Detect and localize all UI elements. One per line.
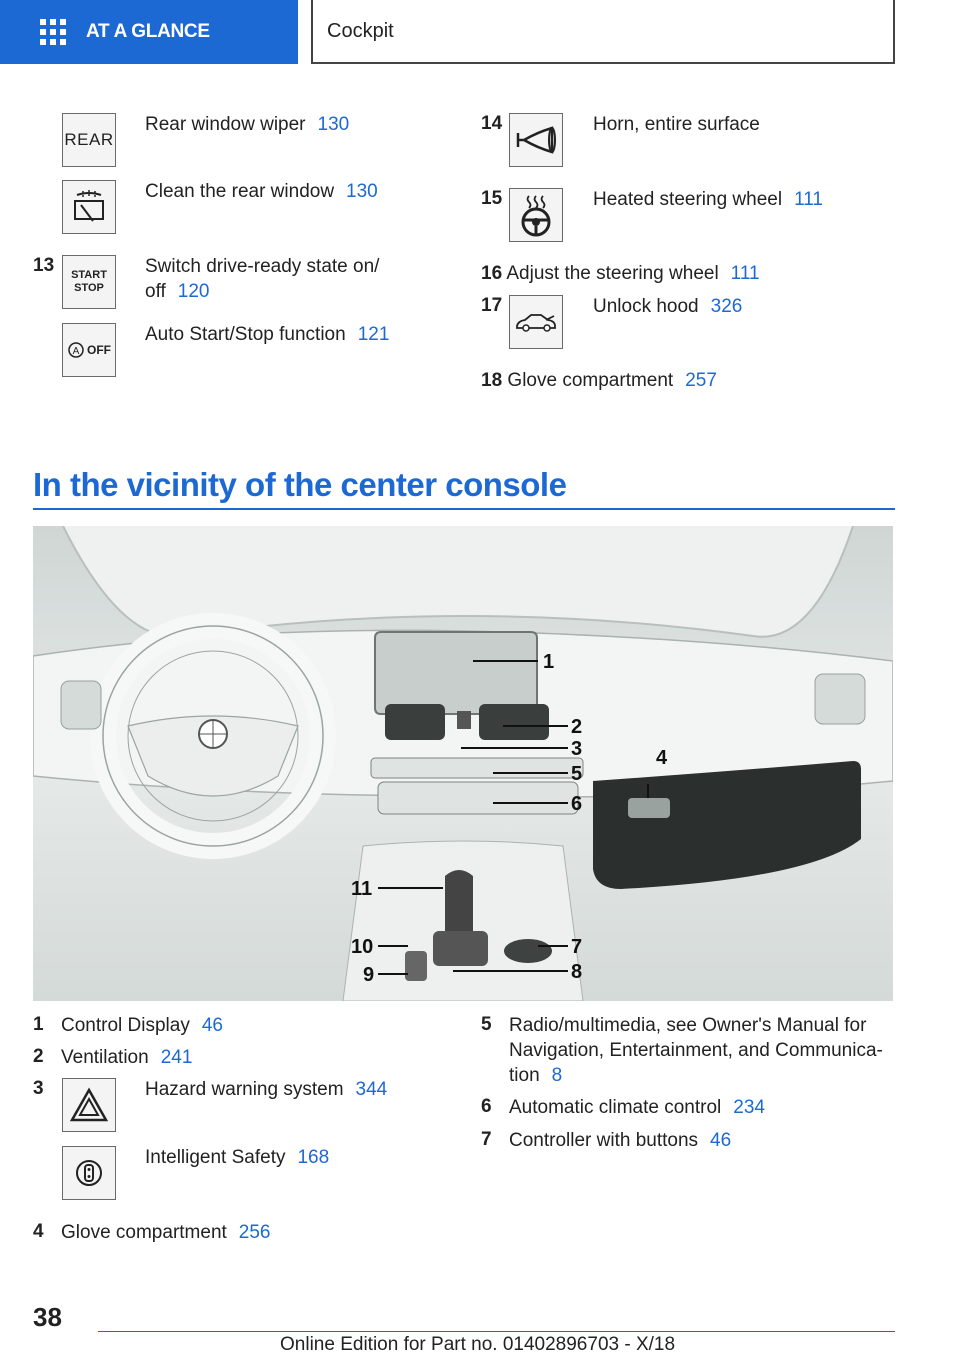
footer-edition-text: Online Edition for Part no. 01402896703 - X/18: [280, 1334, 676, 1355]
page-link[interactable]: 111: [730, 263, 760, 284]
start-stop-icon: START STOP: [62, 255, 116, 309]
list-item: Controller with buttons 46: [509, 1130, 732, 1151]
callout-8: 8: [571, 961, 583, 983]
item-number: 2: [33, 1046, 44, 1067]
list-item: Ventilation 241: [61, 1047, 193, 1068]
list-item: Control Display 46: [61, 1015, 223, 1036]
page-link[interactable]: 121: [357, 324, 390, 345]
callout-1: 1: [543, 651, 555, 673]
callout-7: 7: [571, 936, 583, 958]
list-item: 18 Glove compartment 257: [481, 370, 717, 391]
item-number: 15: [481, 188, 503, 209]
section-title: In the vicinity of the center console: [33, 466, 567, 503]
item-number: 1: [33, 1014, 44, 1035]
callout-3: 3: [571, 738, 583, 760]
page-link[interactable]: 8: [551, 1065, 563, 1086]
horn-icon: [509, 113, 563, 167]
page-link[interactable]: 130: [346, 181, 378, 202]
hood-car-icon: [509, 295, 563, 349]
hazard-triangle-icon: [62, 1078, 116, 1132]
header-section-label: Cockpit: [327, 19, 394, 42]
intelligent-safety-icon: [62, 1146, 116, 1200]
header-tab[interactable]: [0, 0, 298, 64]
dashboard-illustration: [33, 526, 893, 1001]
page-link[interactable]: 111: [794, 189, 823, 210]
page-link[interactable]: 130: [317, 114, 350, 135]
item-number: 13: [33, 255, 55, 276]
list-item: Switch drive-ready state on/ off 120: [145, 256, 380, 302]
header-section: [311, 0, 895, 64]
callout-5: 5: [571, 763, 583, 785]
callout-6: 6: [571, 793, 583, 815]
page-link[interactable]: 256: [238, 1222, 271, 1243]
page-link[interactable]: 234: [733, 1097, 765, 1118]
callout-11: 11: [351, 878, 373, 900]
page-link[interactable]: 46: [201, 1015, 223, 1036]
grid-menu-icon: [40, 19, 66, 45]
list-item: Heated steering wheel 111: [593, 189, 823, 210]
list-item: Automatic climate control 234: [509, 1097, 765, 1118]
callout-2: 2: [571, 716, 583, 738]
rear-washer-icon: [62, 180, 116, 234]
header-tab-label: AT A GLANCE: [86, 21, 210, 42]
page-link[interactable]: 168: [297, 1147, 330, 1168]
auto-start-stop-off-icon: A OFF: [62, 323, 116, 377]
footer-divider: [98, 1331, 895, 1332]
list-item: Hazard warning system 344: [145, 1079, 388, 1100]
item-number: 3: [33, 1078, 44, 1099]
item-number: 6: [481, 1096, 492, 1117]
svg-text:A: A: [72, 346, 80, 357]
list-item: Horn, entire surface: [593, 114, 760, 135]
list-item: Intelligent Safety 168: [145, 1147, 330, 1168]
heated-steering-wheel-icon: [509, 188, 563, 242]
callout-9: 9: [363, 964, 375, 986]
list-item: Glove compartment 256: [61, 1222, 271, 1243]
list-item: Rear window wiper 130: [145, 114, 350, 135]
section-divider: [33, 508, 895, 510]
page-link[interactable]: 326: [710, 296, 743, 317]
item-number: 14: [481, 113, 503, 134]
item-number: 4: [33, 1221, 44, 1242]
callout-4: 4: [656, 747, 668, 769]
page-link[interactable]: 344: [355, 1079, 388, 1100]
page-link[interactable]: 257: [685, 370, 717, 391]
item-number: 5: [481, 1014, 492, 1035]
page-number: 38: [33, 1302, 62, 1332]
list-item: 16 Adjust the steering wheel 111: [481, 263, 760, 284]
page-link[interactable]: 120: [177, 281, 210, 302]
item-number: 17: [481, 295, 503, 316]
rear-label-icon: REAR: [62, 113, 116, 167]
list-item: Clean the rear window 130: [145, 181, 378, 202]
list-item: Radio/multimedia, see Owner's Manual for Navigation, Entertainment, and Communica- tion 8: [509, 1015, 883, 1086]
page-link[interactable]: 46: [710, 1130, 732, 1151]
callout-10: 10: [351, 936, 374, 958]
item-number: 7: [481, 1129, 492, 1150]
list-item: Unlock hood 326: [593, 296, 743, 317]
page-link[interactable]: 241: [160, 1047, 193, 1068]
list-item: Auto Start/Stop function 121: [145, 324, 390, 345]
